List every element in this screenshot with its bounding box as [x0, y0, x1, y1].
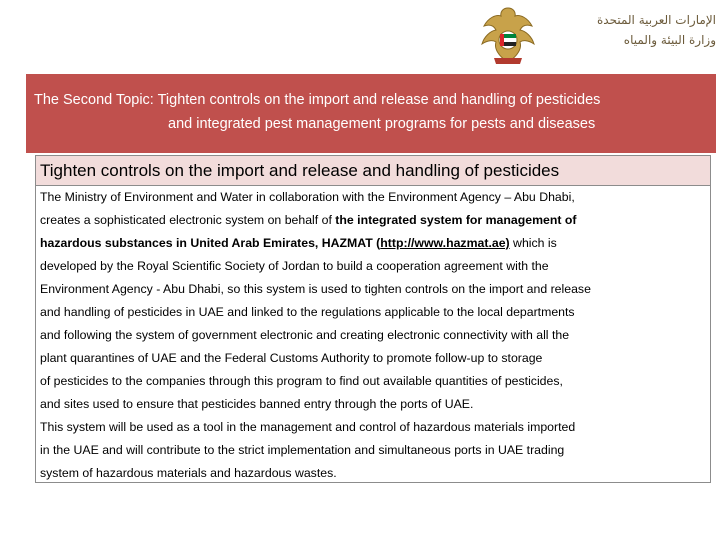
body-text: creates a sophisticated electronic system on behalf of — [40, 213, 336, 227]
ministry-name — [546, 10, 716, 50]
card-title: Tighten controls on the import and release and handling of pesticides — [36, 156, 710, 186]
body-line: and handling of pesticides in UAE and linked to the regulations applicable to the local departments — [40, 305, 575, 319]
body-line — [40, 209, 706, 232]
system-name-bold: hazardous substances in United Arab Emirates, HAZMAT ( — [40, 236, 381, 250]
uae-emblem-icon — [476, 4, 540, 66]
system-name-bold: the integrated system for management of — [335, 213, 577, 227]
ministry-name-line1: الإمارات العربية المتحدة — [597, 13, 716, 27]
body-line: in the UAE and will contribute to the strict implementation and simultaneous ports in UAE trading — [40, 443, 565, 457]
card-body — [36, 186, 710, 485]
hazmat-link[interactable]: http://www.hazmat.ae) — [380, 236, 510, 250]
body-line: The Ministry of Environment and Water in collaboration with the Environment Agency – Abu Dhabi, — [40, 190, 575, 204]
header — [0, 0, 720, 72]
body-line — [40, 232, 706, 255]
body-line: Environment Agency - Abu Dhabi, so this system is used to tighten controls on the import and release — [40, 282, 591, 296]
body-line: and sites used to ensure that pesticides banned entry through the ports of UAE. — [40, 397, 474, 411]
content-card — [35, 155, 711, 483]
body-line: and following the system of government electronic and creating electronic connectivity with all the — [40, 328, 570, 342]
body-line: system of hazardous materials and hazardous wastes. — [40, 466, 337, 480]
body-text: which is — [509, 236, 557, 250]
topic-banner — [26, 74, 716, 153]
body-line: of pesticides to the companies through this program to find out available quantities of pesticides, — [40, 374, 563, 388]
topic-title-line1: The Second Topic: Tighten controls on the import and release and handling of pesticides — [34, 92, 601, 108]
body-line: developed by the Royal Scientific Society of Jordan to build a cooperation agreement with the — [40, 259, 549, 273]
topic-title-line2: and integrated pest management programs for pests and diseases — [168, 116, 596, 132]
body-line: This system will be used as a tool in the management and control of hazardous materials imported — [40, 420, 576, 434]
body-line: plant quarantines of UAE and the Federal Customs Authority to promote follow-up to storage — [40, 351, 543, 365]
ministry-name-line2: وزارة البيئة والمياه — [623, 33, 716, 47]
